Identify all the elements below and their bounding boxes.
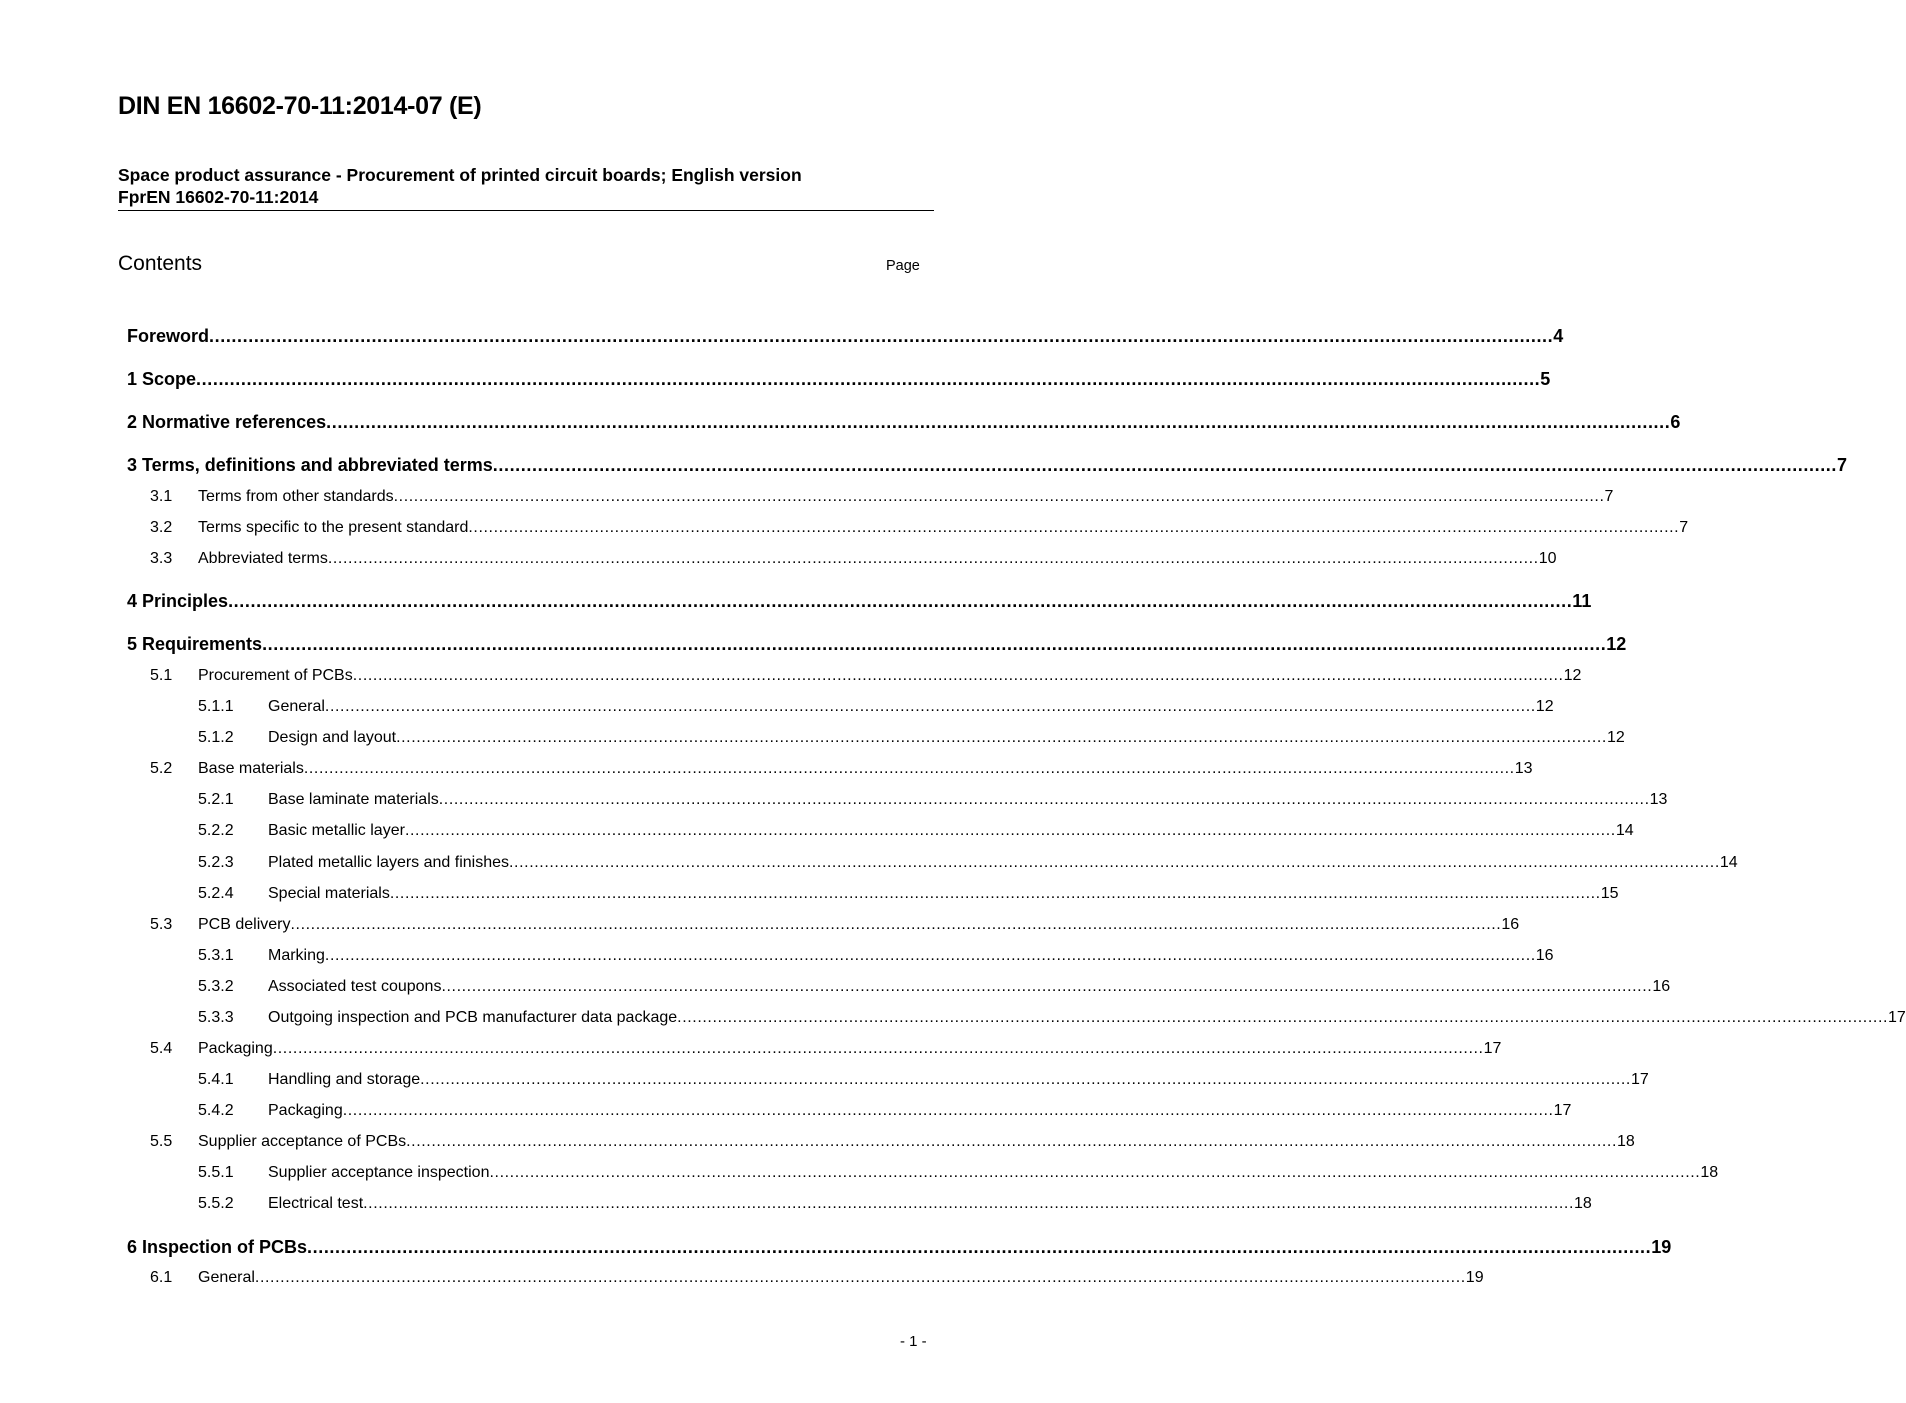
toc-entry[interactable] <box>127 667 1582 685</box>
toc-entry[interactable] <box>127 1269 1484 1287</box>
toc-entry[interactable] <box>127 978 1671 996</box>
toc-dot-leader <box>509 854 1720 872</box>
toc-entry-label <box>127 550 328 568</box>
toc-entry[interactable] <box>127 822 1634 840</box>
toc-entry-label <box>127 667 353 685</box>
toc-entry-title: Principles <box>142 591 229 611</box>
toc-dot-leader <box>677 1009 1888 1027</box>
toc-entry[interactable] <box>127 1071 1649 1089</box>
toc-entry-title: Marking <box>268 947 325 964</box>
toc-entry-number: 3.1 <box>150 488 173 505</box>
toc-entry-number: 5.1.1 <box>198 698 234 715</box>
document-title: DIN EN 16602-70-11:2014-07 (E) <box>118 92 482 120</box>
toc-entry-page: 4 <box>1553 326 1564 346</box>
toc-dot-leader <box>406 1133 1617 1151</box>
toc-entry-label <box>127 947 325 965</box>
toc-entry[interactable] <box>127 1040 1502 1058</box>
toc-dot-leader <box>255 1269 1466 1287</box>
toc-entry[interactable] <box>127 729 1625 747</box>
toc-entry-title: Handling and storage <box>268 1071 421 1088</box>
toc-entry-page: 7 <box>1679 519 1689 536</box>
toc-entry[interactable] <box>127 1237 1672 1258</box>
toc-entry-number: 5.3.1 <box>198 947 234 964</box>
toc-entry-title: Design and layout <box>268 729 397 746</box>
toc-entry[interactable] <box>127 519 1689 537</box>
toc-entry-number: 5.4.1 <box>198 1071 234 1088</box>
toc-entry-title: Foreword <box>127 326 210 346</box>
toc-entry-page: 5 <box>1540 369 1551 389</box>
toc-entry-label <box>127 854 509 872</box>
toc-entry-page: 14 <box>1719 854 1738 871</box>
toc-entry-title: Electrical test <box>268 1195 364 1212</box>
toc-entry-label <box>127 1009 677 1027</box>
toc-entry[interactable] <box>127 1195 1592 1213</box>
toc-entry-page: 14 <box>1615 822 1634 839</box>
toc-entry-page: 11 <box>1572 591 1592 611</box>
toc-entry-page: 16 <box>1501 916 1520 933</box>
toc-entry-label <box>127 822 405 840</box>
toc-entry-page: 6 <box>1670 412 1681 432</box>
toc-entry[interactable] <box>127 412 1681 433</box>
toc-entry-number: 5.4 <box>150 1040 173 1057</box>
toc-entry-title: Base laminate materials <box>268 791 439 808</box>
toc-entry-number: 5.5.2 <box>198 1195 234 1212</box>
toc-entry-label <box>127 412 326 433</box>
toc-entry-title: Packaging <box>198 1040 273 1057</box>
toc-entry-page: 18 <box>1574 1195 1592 1212</box>
toc-entry-title: Terms specific to the present standard <box>198 519 469 536</box>
toc-entry-label <box>127 698 325 716</box>
toc-entry-number: 2 <box>127 412 138 432</box>
toc-entry-page: 17 <box>1483 1040 1502 1057</box>
toc-dot-leader <box>493 455 1837 476</box>
toc-entry-label <box>127 1133 406 1151</box>
toc-entry-page: 17 <box>1630 1071 1649 1088</box>
toc-entry[interactable] <box>127 1009 1906 1027</box>
toc-dot-leader <box>209 326 1553 347</box>
toc-dot-leader <box>343 1102 1554 1120</box>
toc-entry-number: 4 <box>127 591 138 611</box>
toc-entry-page: 7 <box>1604 488 1614 505</box>
toc-entry-title: Plated metallic layers and finishes <box>268 854 510 871</box>
toc-dot-leader <box>328 550 1539 568</box>
toc-entry-page: 18 <box>1617 1133 1635 1150</box>
toc-entry-number: 5.2.2 <box>198 822 234 839</box>
toc-entry-page: 17 <box>1553 1102 1572 1119</box>
toc-entry-title: General <box>198 1269 255 1286</box>
toc-entry-label <box>127 1040 273 1058</box>
toc-entry-number: 5.5.1 <box>198 1164 234 1181</box>
toc-entry-number: 5.2.1 <box>198 791 234 808</box>
toc-entry-title: Special materials <box>268 885 390 902</box>
toc-entry-page: 19 <box>1465 1269 1484 1286</box>
toc-entry-label <box>127 1237 307 1258</box>
toc-entry-number: 5.1.2 <box>198 729 234 746</box>
subtitle-line-1: Space product assurance - Procurement of printed circuit boards; English version <box>118 165 802 185</box>
toc-entry-title: Base materials <box>198 760 304 777</box>
toc-dot-leader <box>489 1164 1700 1182</box>
toc-entry-page: 12 <box>1563 667 1582 684</box>
toc-entry-label <box>127 1269 255 1287</box>
toc-entry-label <box>127 591 228 612</box>
toc-entry-number: 1 <box>127 369 138 389</box>
toc-entry-label <box>127 488 394 506</box>
toc-entry-page: 15 <box>1600 885 1619 902</box>
toc-entry-label <box>127 369 196 390</box>
toc-dot-leader <box>439 791 1650 809</box>
toc-entry[interactable] <box>127 455 1848 476</box>
toc-entry-title: Outgoing inspection and PCB manufacturer data package <box>268 1009 678 1026</box>
toc-entry-title: Inspection of PCBs <box>142 1237 308 1257</box>
toc-dot-leader <box>304 760 1515 778</box>
toc-entry-label <box>127 885 390 903</box>
toc-entry-label <box>127 916 290 934</box>
toc-entry-number: 5.2.4 <box>198 885 234 902</box>
toc-entry[interactable] <box>127 634 1627 655</box>
toc-dot-leader <box>396 729 1607 747</box>
toc-dot-leader <box>420 1071 1631 1089</box>
toc-entry-label <box>127 455 493 476</box>
toc-entry-title: Supplier acceptance of PCBs <box>198 1133 407 1150</box>
toc-entry-title: Associated test coupons <box>268 978 442 995</box>
toc-entry-page: 16 <box>1535 947 1554 964</box>
toc-entry[interactable] <box>127 550 1557 568</box>
toc-entry-number: 5.3.3 <box>198 1009 234 1026</box>
toc-dot-leader <box>228 591 1572 612</box>
toc-entry-number: 3 <box>127 455 138 475</box>
toc-entry-label <box>127 1195 363 1213</box>
toc-entry-page: 10 <box>1538 550 1557 567</box>
contents-heading: Contents <box>118 252 203 275</box>
toc-dot-leader <box>363 1195 1574 1213</box>
toc-entry-label <box>127 326 209 347</box>
subtitle-line-2: FprEN 16602-70-11:2014 <box>118 187 319 207</box>
toc-dot-leader <box>405 822 1616 840</box>
toc-entry-number: 5.4.2 <box>198 1102 234 1119</box>
toc-entry-number: 3.3 <box>150 550 173 567</box>
toc-entry-label <box>127 634 262 655</box>
toc-entry-page: 13 <box>1649 791 1668 808</box>
page-number: - 1 - <box>900 1333 927 1350</box>
toc-dot-leader <box>468 519 1679 537</box>
toc-entry-title: Abbreviated terms <box>198 550 328 567</box>
toc-entry-title: Procurement of PCBs <box>198 667 353 684</box>
toc-dot-leader <box>325 947 1536 965</box>
toc-entry-number: 5 <box>127 634 138 654</box>
toc-entry-label <box>127 729 396 747</box>
toc-dot-leader <box>325 698 1536 716</box>
toc-entry-label <box>127 760 304 778</box>
toc-entry-number: 5.3.2 <box>198 978 234 995</box>
toc-entry-title: Terms, definitions and abbreviated terms <box>142 455 493 475</box>
toc-entry[interactable] <box>127 791 1668 809</box>
toc-entry-number: 5.3 <box>150 916 173 933</box>
toc-entry-number: 5.2.3 <box>198 854 234 871</box>
toc-dot-leader <box>262 634 1606 655</box>
toc-entry-number: 5.1 <box>150 667 173 684</box>
toc-entry-title: PCB delivery <box>198 916 291 933</box>
toc-entry-label <box>127 1164 489 1182</box>
toc-entry-page: 13 <box>1514 760 1533 777</box>
toc-dot-leader <box>441 978 1652 996</box>
toc-dot-leader <box>390 885 1601 903</box>
toc-entry-page: 12 <box>1606 634 1627 654</box>
toc-entry[interactable] <box>127 488 1614 506</box>
toc-dot-leader <box>394 488 1605 506</box>
header-rule <box>118 210 934 211</box>
toc-entry-number: 6 <box>127 1237 138 1257</box>
toc-entry-label <box>127 1071 420 1089</box>
toc-entry[interactable] <box>127 1164 1719 1182</box>
toc-entry-page: 18 <box>1700 1164 1719 1181</box>
toc-entry-label <box>127 978 441 996</box>
toc-entry[interactable] <box>127 591 1592 612</box>
toc-entry-number: 5.5 <box>150 1133 173 1150</box>
toc-entry-label <box>127 791 439 809</box>
toc-entry[interactable] <box>127 1133 1635 1151</box>
toc-dot-leader <box>307 1237 1651 1258</box>
toc-dot-leader <box>273 1040 1484 1058</box>
toc-entry-page: 16 <box>1652 978 1671 995</box>
toc-entry-title: Packaging <box>268 1102 343 1119</box>
toc-entry-page: 7 <box>1837 455 1848 475</box>
page-column-heading: Page <box>886 258 920 274</box>
toc-dot-leader <box>196 369 1540 390</box>
toc-entry-title: Normative references <box>142 412 327 432</box>
toc-entry[interactable] <box>127 916 1520 934</box>
toc-entry[interactable] <box>127 760 1533 778</box>
document-subtitle <box>118 164 802 208</box>
toc-entry-title: Scope <box>142 369 197 389</box>
toc-entry[interactable] <box>127 1102 1572 1120</box>
toc-entry[interactable] <box>127 698 1554 716</box>
toc-entry-title: Requirements <box>142 634 263 654</box>
toc-entry-title: Basic metallic layer <box>268 822 405 839</box>
toc-entry[interactable] <box>127 947 1554 965</box>
toc-entry-title: Supplier acceptance inspection <box>268 1164 490 1181</box>
toc-entry-number: 6.1 <box>150 1269 173 1286</box>
toc-entry-page: 19 <box>1651 1237 1672 1257</box>
toc-entry-title: Terms from other standards <box>198 488 394 505</box>
toc-entry-page: 12 <box>1535 698 1554 715</box>
toc-entry[interactable] <box>127 369 1551 390</box>
toc-entry-title: General <box>268 698 325 715</box>
toc-entry[interactable] <box>127 885 1619 903</box>
toc-dot-leader <box>326 412 1670 433</box>
toc-entry-label <box>127 1102 343 1120</box>
toc-entry-number: 3.2 <box>150 519 173 536</box>
toc-entry-label <box>127 519 468 537</box>
toc-dot-leader <box>290 916 1501 934</box>
toc-dot-leader <box>353 667 1564 685</box>
toc-entry-page: 17 <box>1888 1009 1906 1026</box>
toc-entry[interactable] <box>127 326 1564 347</box>
toc-entry-number: 5.2 <box>150 760 173 777</box>
toc-entry-page: 12 <box>1606 729 1625 746</box>
toc-entry[interactable] <box>127 854 1738 872</box>
